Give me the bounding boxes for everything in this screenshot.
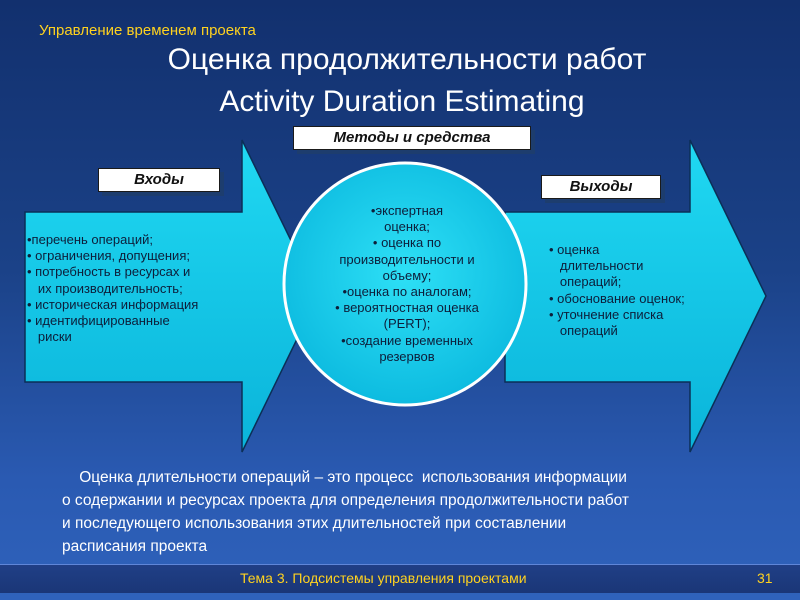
list-item: • оценка по (372, 235, 442, 251)
description-line: и последующего использования этих длительностей при составлении (62, 515, 567, 532)
inputs-list (27, 232, 267, 345)
list-item: •перечень операций; (27, 232, 153, 247)
list-item: • ограничения, допущения; (27, 248, 190, 264)
list-item: длительности (549, 258, 644, 274)
description-line: Оценка длительности операций – это процесс использования информации (62, 469, 627, 486)
list-item: • вероятностная оценка (335, 300, 479, 316)
list-item: • историческая информация (27, 296, 199, 312)
page-number: 31 (757, 570, 773, 586)
list-item: их производительность; (27, 280, 183, 296)
inputs-label: Входы (98, 168, 220, 192)
list-item: •экспертная (370, 203, 444, 218)
description-line: о содержании и ресурсах проекта для определения продолжительности работ (62, 492, 629, 509)
list-item: (PERT); (383, 316, 431, 332)
list-item: риски (27, 329, 72, 345)
page-title: Оценка продолжительности работ (167, 43, 647, 76)
outputs-list (549, 242, 739, 339)
description (62, 466, 742, 558)
list-item: операций (549, 323, 618, 339)
list-item: оценка; (384, 219, 430, 235)
list-item: • уточнение списка (549, 306, 664, 322)
breadcrumb: Управление временем проекта (39, 22, 256, 39)
list-item: • оценка (549, 242, 600, 257)
description-line: расписания проекта (62, 538, 208, 555)
list-item: •оценка по аналогам; (342, 284, 472, 300)
list-item: операций; (549, 274, 622, 290)
list-item: • идентифицированные (27, 313, 170, 329)
page-subtitle: Activity Duration Estimating (219, 85, 585, 118)
footer-topic: Тема 3. Подсистемы управления проектами (240, 570, 527, 586)
outputs-label: Выходы (541, 175, 661, 199)
list-item: • обоснование оценок; (549, 290, 685, 306)
list-item: резервов (379, 348, 435, 364)
list-item: объему; (382, 267, 432, 283)
methods-list (318, 203, 496, 365)
methods-label: Методы и средства (293, 126, 531, 150)
list-item: • потребность в ресурсах и (27, 264, 191, 280)
list-item: •создание временных (341, 332, 473, 348)
list-item: производительности и (339, 251, 475, 267)
